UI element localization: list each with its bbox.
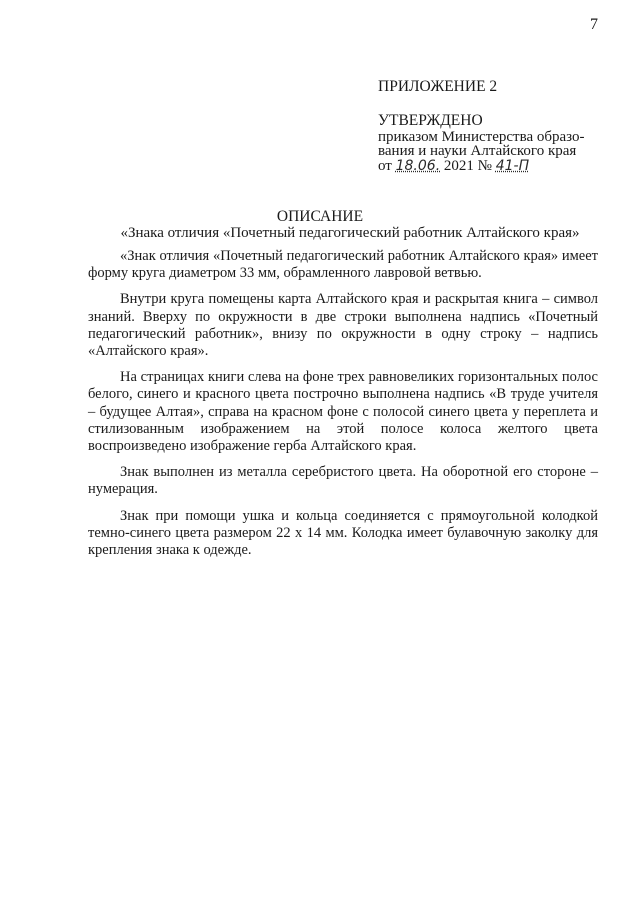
appendix-label: ПРИЛОЖЕНИЕ 2 <box>378 78 498 95</box>
number-sign: № <box>477 158 492 174</box>
order-line-2: вания и науки Алтайского края <box>378 143 577 159</box>
paragraph: Знак выполнен из металла серебристого цвета. На оборотной его стороне – нумерация. <box>88 464 598 498</box>
handwritten-date: 18.06. <box>395 158 441 174</box>
paragraph: На страницах книги слева на фоне трех равновеликих горизонтальных полос белого, синего и красного цвета построчно выполнена надпись «В труде учителя – будущее Алтая», справа на красном фоне с полосой синего цвета у переплета и стилизованным изображением на этой полосе колоса желтого цвета воспроизведено изображение герба Алтайского края. <box>88 369 598 455</box>
paragraph: Внутри круга помещены карта Алтайского края и раскрытая книга – символ знаний. Вверху по окружности в две строки выполнена надпись «Почетный педагогический работник», внизу по окружности в одну строку – надпись «Алтайского края». <box>88 291 598 360</box>
order-date-line <box>378 158 618 174</box>
handwritten-number: 41-П <box>495 158 530 174</box>
document-body <box>88 248 598 568</box>
order-year: 2021 <box>443 158 474 174</box>
document-title: ОПИСАНИЕ <box>276 208 364 225</box>
page-number: 7 <box>590 16 598 33</box>
approval-block <box>378 78 618 174</box>
date-prefix: от <box>378 158 392 174</box>
order-line-1: приказом Министерства образо- <box>378 129 585 145</box>
paragraph: «Знак отличия «Почетный педагогический работник Алтайского края» имеет форму круга диаметром 33 мм, обрамленного лавровой ветвью. <box>88 248 598 282</box>
paragraph: Знак при помощи ушка и кольца соединяется с прямоугольной колодкой темно-синего цвета размером 22 х 14 мм. Колодка имеет булавочную заколку для крепления знака к одежде. <box>88 507 598 559</box>
document-subtitle: «Знака отличия «Почетный педагогический работник Алтайского края» <box>120 225 580 241</box>
approved-label: УТВЕРЖДЕНО <box>378 112 483 129</box>
